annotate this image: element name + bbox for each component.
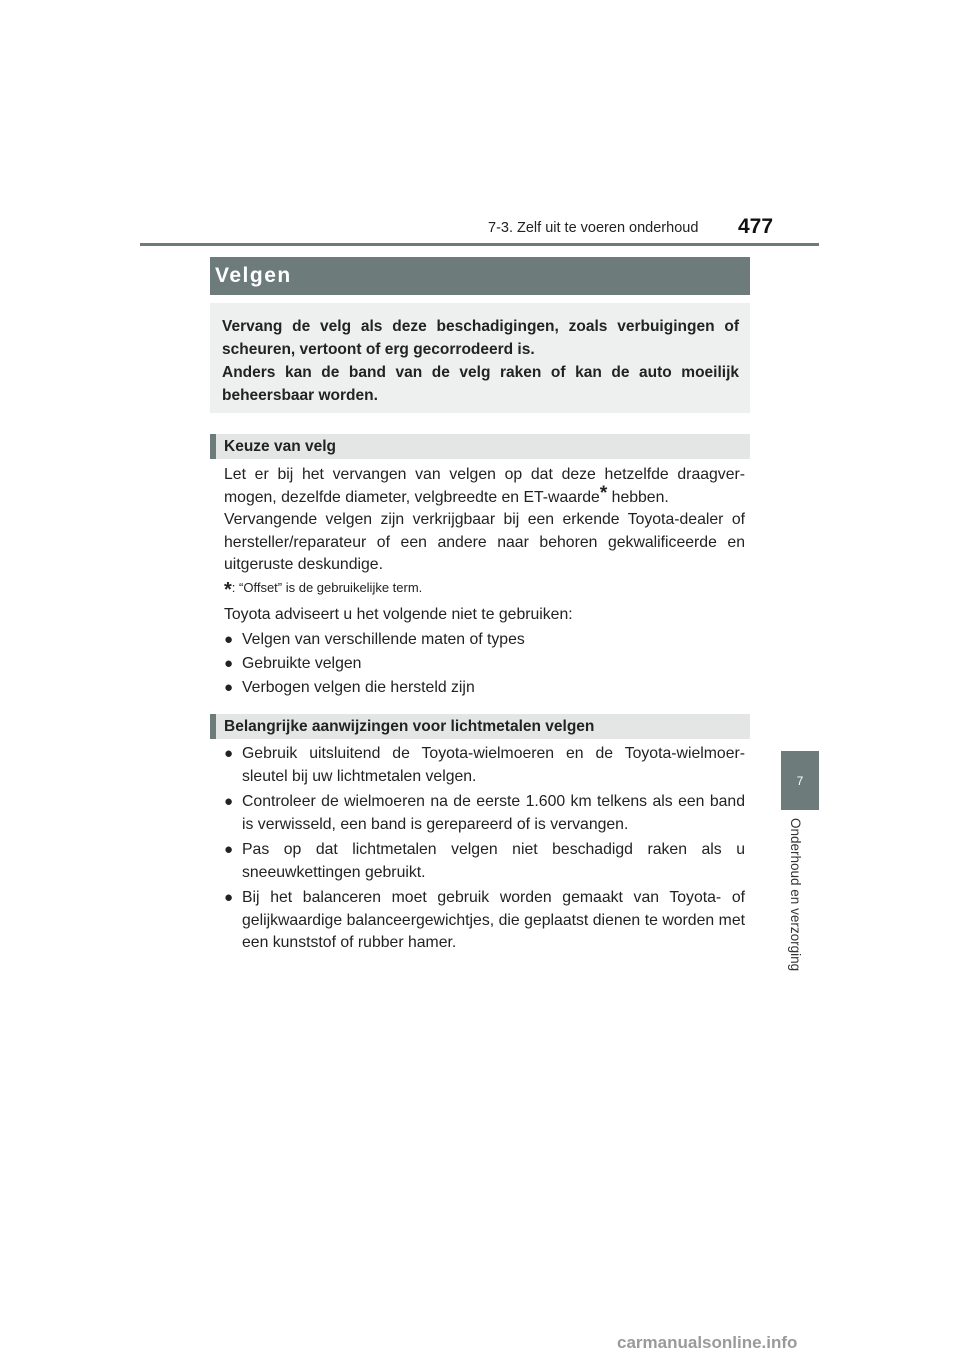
footnote — [224, 579, 422, 602]
intro-paragraph-1: Vervang de velg als deze beschadigingen, zoals verbuigingen of scheuren, vertoont of erg gecorrodeerd is. — [222, 318, 739, 358]
section1-body — [224, 464, 745, 577]
not-recommended-list — [224, 629, 745, 701]
para1-text-a: Let er bij het vervangen van velgen op dat deze hetzelfde draagver-mogen, dezelfde diameter, velgbreedte en ET-waarde — [224, 466, 745, 506]
bullet-icon: ● — [224, 631, 234, 648]
intro-paragraph-2: Anders kan de band van de velg raken of kan de auto moeilijk beheersbaar worden. — [222, 364, 739, 404]
section-heading-alloy-wheels — [210, 714, 750, 739]
footnote-text: : “Offset” is de gebruikelijke term. — [231, 580, 423, 595]
section1-paragraph-2: Vervangende velgen zijn verkrijgbaar bij een erkende Toyota-dealer of hersteller/reparateur of een andere naar behoren gekwalificeerde en uitgeruste deskundige. — [224, 511, 745, 573]
section-heading-text: Belangrijke aanwijzingen voor lichtmetalen velgen — [224, 717, 595, 735]
list-item — [224, 629, 745, 652]
bullet-icon: ● — [224, 889, 234, 906]
header-section-title: 7-3. Zelf uit te voeren onderhoud — [488, 220, 699, 236]
section-heading-text: Keuze van velg — [224, 437, 336, 455]
page-number: 477 — [738, 215, 774, 238]
advise-text: Toyota adviseert u het volgende niet te gebruiken: — [224, 606, 573, 623]
footnote-marker: * — [599, 482, 608, 504]
chapter-number: 7 — [796, 773, 804, 788]
bullet-icon: ● — [224, 679, 234, 696]
section1-paragraph-1 — [224, 464, 745, 509]
list-item-text: Verbogen velgen die hersteld zijn — [242, 679, 475, 696]
page-title-bar — [210, 257, 750, 295]
footnote-star: * — [224, 579, 232, 601]
intro-box — [210, 303, 750, 413]
list-item — [224, 653, 745, 676]
chapter-label: Onderhoud en verzorging — [788, 818, 803, 972]
list-item — [224, 887, 745, 955]
chapter-tab — [781, 751, 819, 810]
list-item-text: Gebruik uitsluitend de Toyota-wielmoeren en de Toyota-wielmoer-sleutel bij uw lichtmetalen velgen. — [242, 745, 745, 785]
list-item-text: Pas op dat lichtmetalen velgen niet beschadigd raken als u sneeuwkettingen gebruikt. — [242, 841, 745, 881]
list-item — [224, 791, 745, 836]
bullet-icon: ● — [224, 655, 234, 672]
page-title: Velgen — [215, 264, 292, 287]
bullet-icon: ● — [224, 793, 234, 810]
list-item — [224, 839, 745, 884]
list-item-text: Controleer de wielmoeren na de eerste 1.600 km telkens als een band is verwisseld, een band is gerepareerd of is vervangen. — [242, 793, 745, 833]
list-item — [224, 677, 745, 700]
section-heading-wheel-choice — [210, 434, 750, 459]
bullet-icon: ● — [224, 841, 234, 858]
alloy-wheel-notes-list — [224, 743, 745, 958]
list-item-text: Bij het balanceren moet gebruik worden gemaakt van Toyota- of gelijkwaardige balanceergewichtjes, die geplaatst dienen te worden met een kunststof of rubber hamer. — [242, 889, 745, 951]
list-item-text: Velgen van verschillende maten of types — [242, 631, 525, 648]
bullet-icon: ● — [224, 745, 234, 762]
list-item — [224, 743, 745, 788]
list-item-text: Gebruikte velgen — [242, 655, 362, 672]
header-divider — [140, 243, 819, 246]
para1-text-b: hebben. — [607, 488, 669, 506]
watermark: carmanualsonline.info — [617, 1333, 798, 1352]
